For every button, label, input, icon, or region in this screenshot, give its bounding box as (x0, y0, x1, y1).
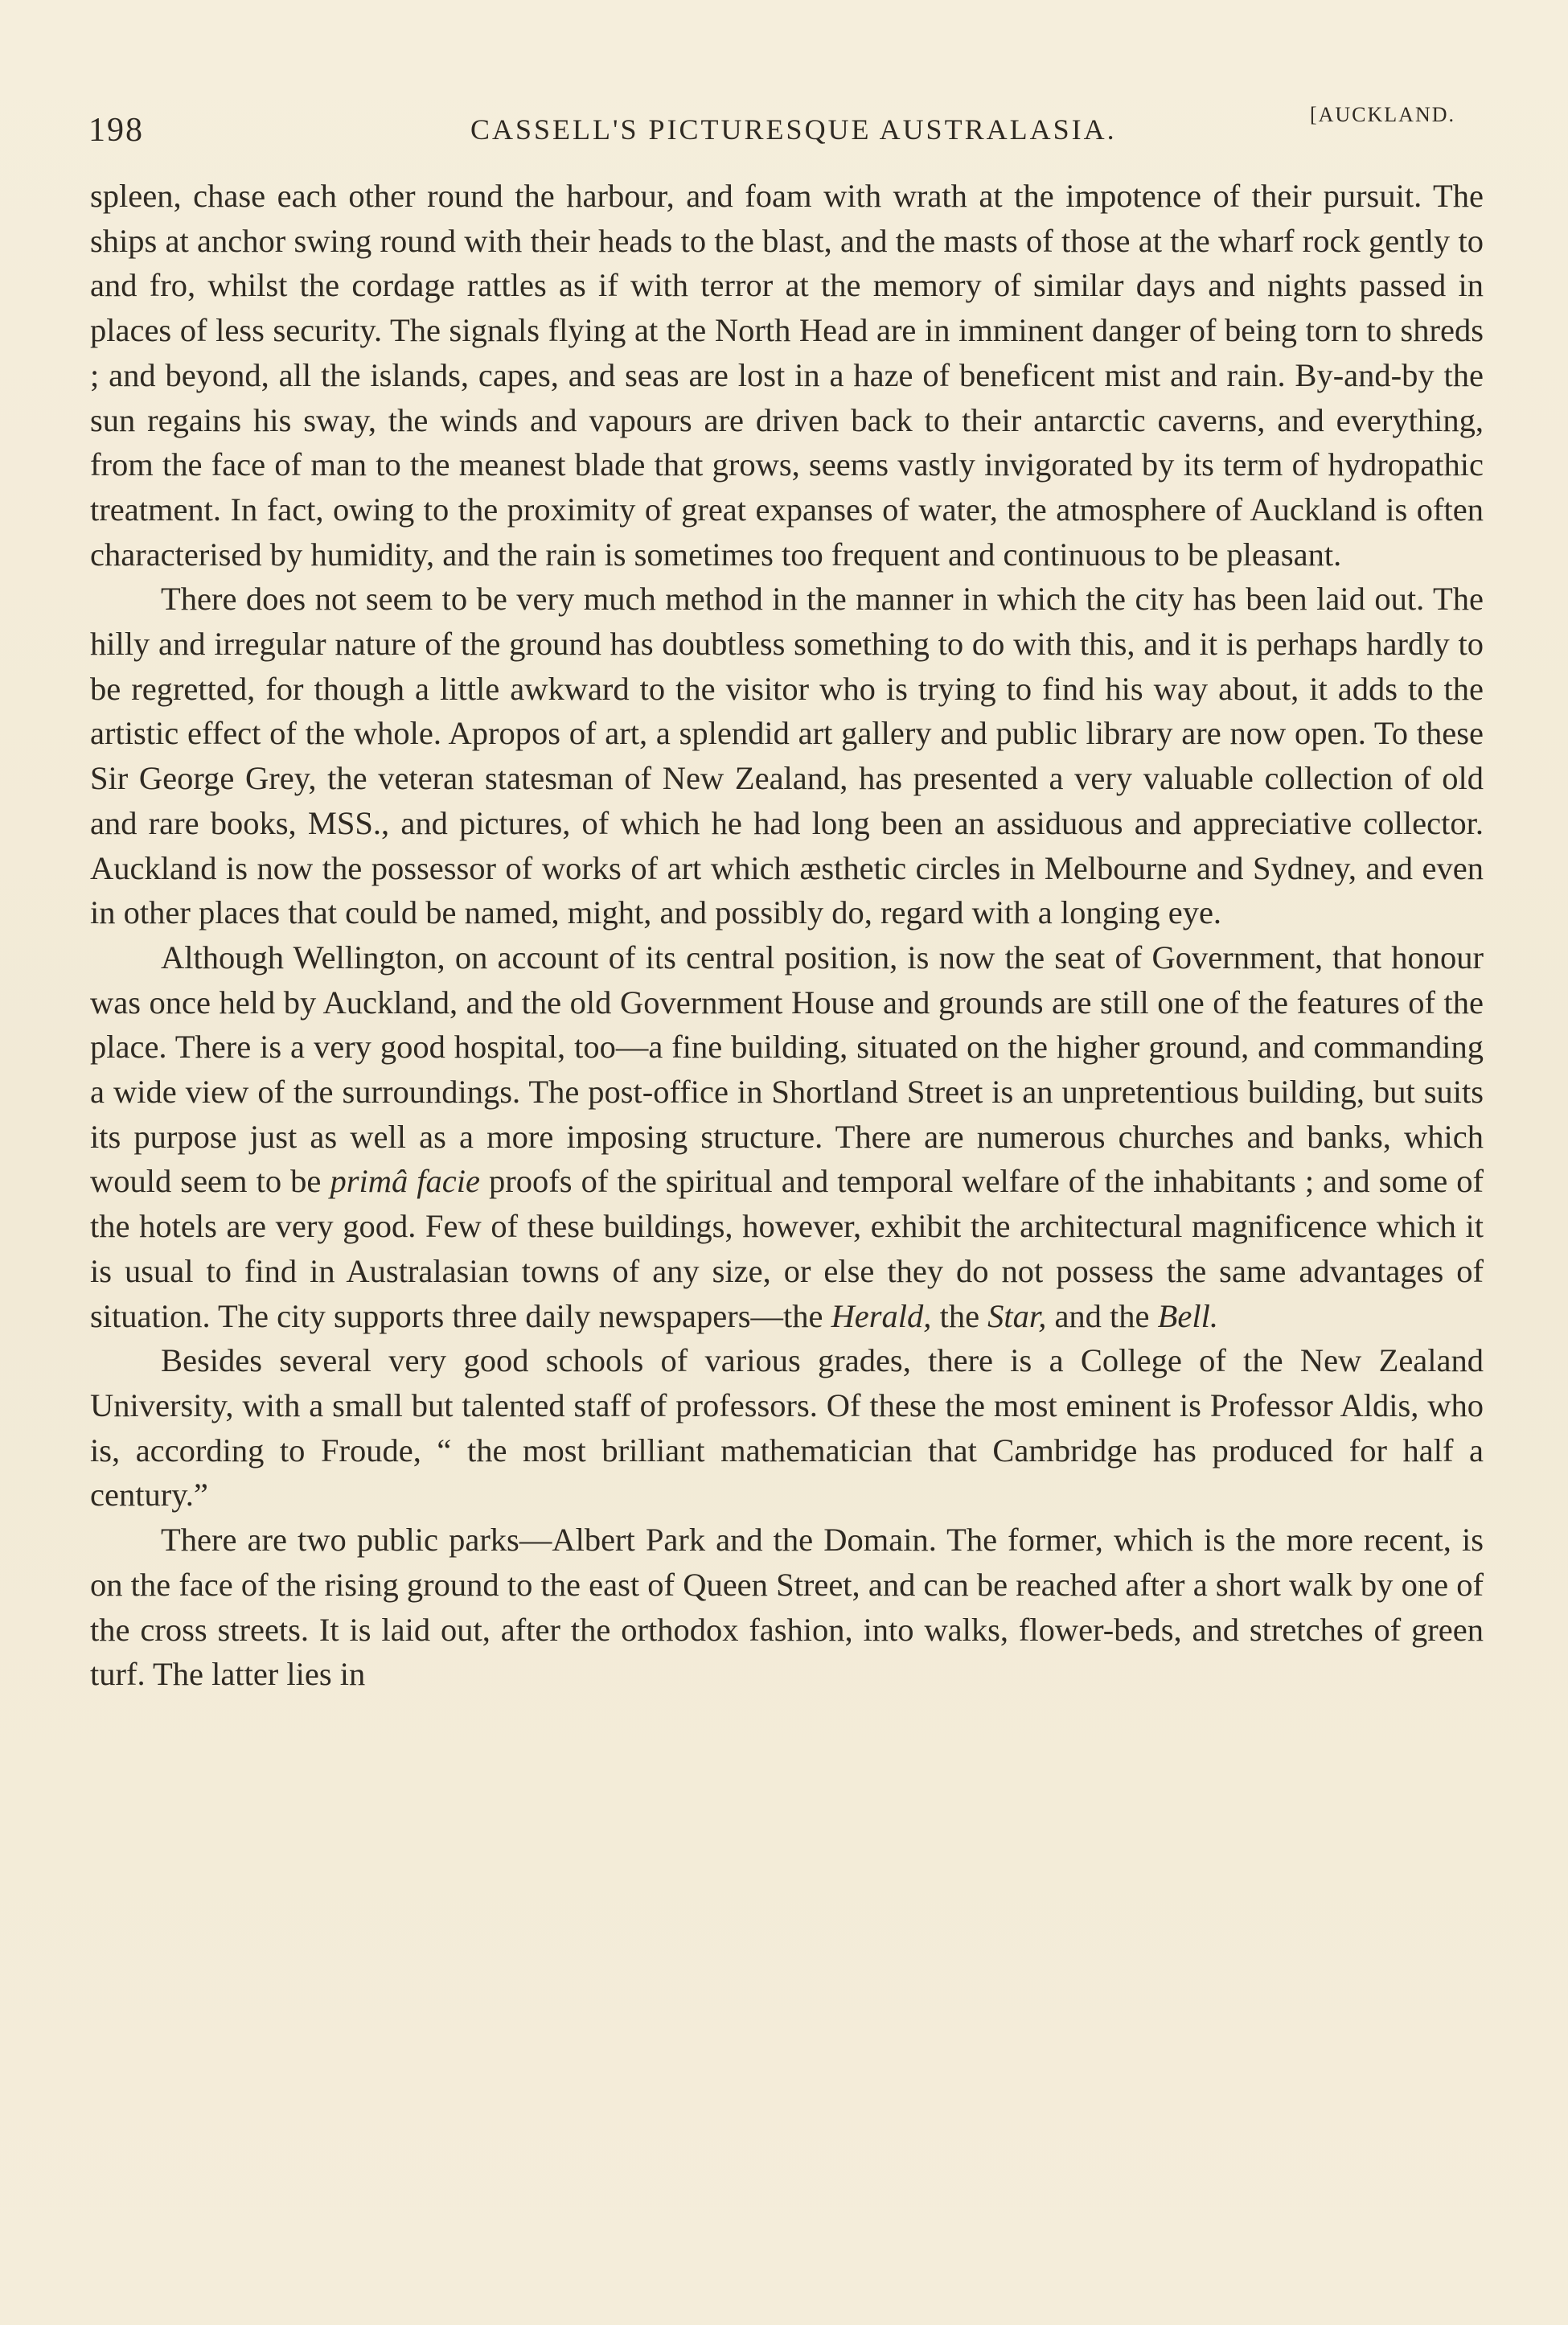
paragraph-text: Besides several very good schools of various grades, there is a College of the New Zealand University, with a small but talented staff of professors. Of these the most eminent is Professor Aldis, who is, according to Froude, “ the most brilliant mathematician that Cambridge has produced for half a century.” (90, 1342, 1484, 1514)
paragraph-continuation (90, 174, 1484, 577)
paragraph-text: spleen, chase each other round the harbour, and foam with wrath at the impotence of their pursuit. The ships at anchor swing round with their heads to the blast, and the masts of those at the wharf rock gently to and fro, whilst the cordage rattles as if with terror at the memory of similar days and nights passed in places of less security. The signals flying at the North Head are in imminent danger of being torn to shreds ; and beyond, all the islands, capes, and seas are lost in a haze of beneficent mist and rain. By-and-by the sun regains his sway, the winds and vapours are driven back to their antarctic caverns, and everything, from the face of man to the meanest blade that grows, seems vastly invigorated by its term of hydropathic treatment. In fact, owing to the proximity of great expanses of water, the atmosphere of Auckland is often characterised by humidity, and the rain is sometimes too frequent and continuous to be pleasant. (90, 178, 1484, 573)
page-number: 198 (88, 112, 144, 149)
paragraph-city-layout (90, 577, 1484, 935)
newspaper-name: Bell. (1157, 1297, 1219, 1334)
newspaper-name: Herald, (831, 1297, 932, 1334)
italic-phrase: primâ facie (330, 1163, 480, 1200)
body-text (90, 174, 1484, 1697)
newspaper-name: Star, (987, 1297, 1047, 1334)
section-label: [AUCKLAND. (1309, 103, 1455, 126)
paragraph-text: the (931, 1297, 988, 1334)
paragraph-text: Although Wellington, on account of its central position, is now the seat of Government, that honour was once held by Auckland, and the old Government House and grounds are still one of the features of the place. There is a very good hospital, too—a fine building, situated on the higher ground, and commanding a wide view of the surroundings. The post-office in Shortland Street is an unpretentious building, but suits its purpose just as well as a more imposing structure. There are numerous churches and banks, which would seem to be (90, 939, 1484, 1200)
book-title: CASSELL'S PICTURESQUE AUSTRALASIA. (470, 113, 1117, 146)
paragraph-government (90, 935, 1484, 1338)
paragraph-text: proofs of the spiritual and temporal welfare of the inhabitants ; and some of the hotels are very good. Few of these buildings, however, exhibit the architectural magnificence which it is usual to find in Australasian towns of any size, or else they do not possess the same advantages of situation. The city supports three daily newspapers—the (90, 1163, 1484, 1334)
paragraph-text: and the (1046, 1297, 1158, 1334)
paragraph-schools (90, 1338, 1484, 1518)
paragraph-parks (90, 1518, 1484, 1697)
paragraph-text: There does not seem to be very much method in the manner in which the city has been laid out. The hilly and irregular nature of the ground has doubtless something to do with this, and it is perhaps hardly to be regretted, for though a little awkward to the visitor who is trying to find his way about, it adds to the artistic effect of the whole. Apropos of art, a splendid art gallery and public library are now open. To these Sir George Grey, the veteran statesman of New Zealand, has presented a very valuable collection of old and rare books, MSS., and pictures, of which he had long been an assiduous and appreciative collector. Auckland is now the possessor of works of art which æsthetic circles in Melbourne and Sydney, and even in other places that could be named, might, and possibly do, regard with a longing eye. (90, 581, 1484, 931)
paragraph-text: There are two public parks—Albert Park and the Domain. The former, which is the more recent, is on the face of the rising ground to the east of Queen Street, and can be reached after a short walk by one of the cross streets. It is laid out, after the orthodox fashion, into walks, flower-beds, and stretches of green turf. The latter lies in (90, 1522, 1484, 1693)
running-head (88, 103, 1455, 151)
